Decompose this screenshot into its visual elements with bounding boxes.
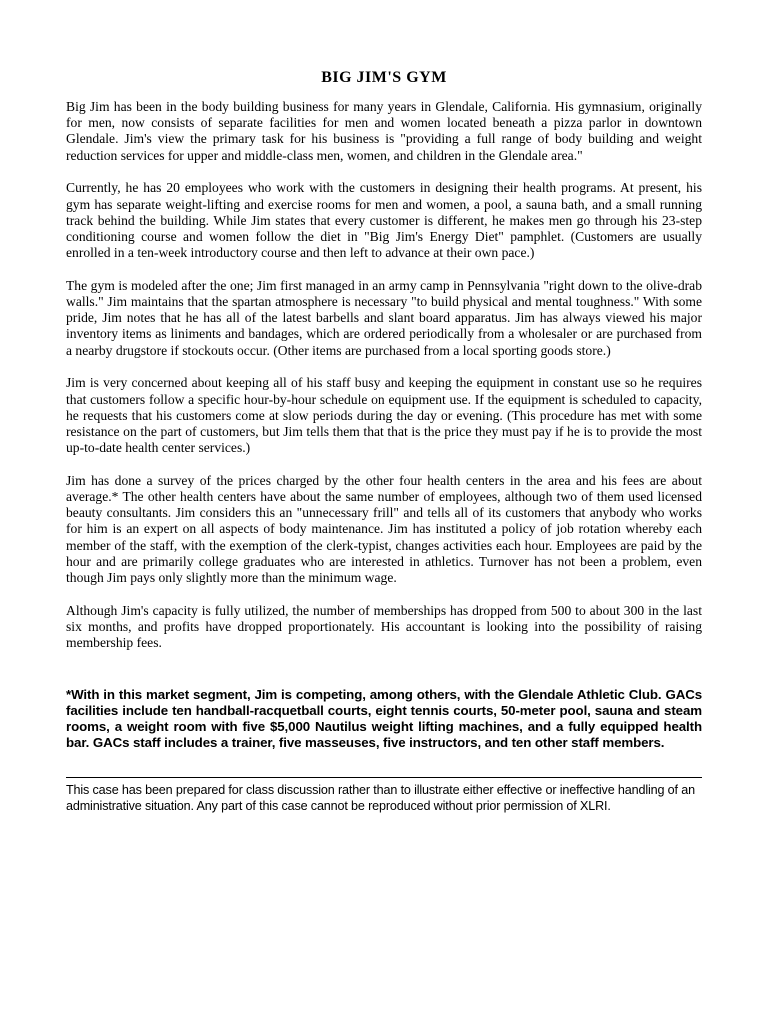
paragraph-intro: Big Jim has been in the body building business for many years in Glendale, California. His gymnasium, originally for men, now consists of separate facilities for men and women located beneath a pizza parlor in downtown Glendale. Jim's view the primary task for his business is "providing a full range of body building and weight reduction services for upper and middle-class men, women, and children in the Glendale area."	[66, 99, 702, 163]
document-page	[66, 68, 702, 814]
footer-divider	[66, 777, 702, 778]
paragraph-pricing: Jim has done a survey of the prices charged by the other four health centers in the area and his fees are about average.* The other health centers have about the same number of employees, although two of them used licensed beauty consultants. Jim considers this an "unnecessary frill" and tells all of its customers that anybody who works for him is an expert on all aspects of body maintenance. Jim has instituted a policy of job rotation whereby each member of the staff, with the exemption of the clerk-typist, changes activities each hour. Employees are paid by the hour and are primarily college graduates who are interested in athletics. Turnover has not been a problem, even though Jim pays only slightly more than the minimum wage.	[66, 472, 702, 586]
document-title: BIG JIM'S GYM	[321, 69, 447, 86]
paragraph-gym-model: The gym is modeled after the one; Jim first managed in an army camp in Pennsylvania "right down to the olive-drab walls." Jim maintains that the spartan atmosphere is necessary "to build physical and mental toughness." With some pride, Jim notes that he has all of the latest barbells and slant board apparatus. Jim has always viewed his major inventory items as liniments and bandages, which are ordered periodically from a wholesaler or are purchased from a nearby drugstore if stockouts occur. (Other items are purchased from a local sporting goods store.)	[66, 277, 702, 358]
paragraph-employees: Currently, he has 20 employees who work with the customers in designing their health programs. At present, his gym has separate weight-lifting and exercise rooms for men and women, a pool, a sauna bath, and a small running track behind the building. While Jim states that every customer is different, he makes men go through his 23-step conditioning course and women follow the diet in "Big Jim's Energy Diet" pamphlet. (Customers are usually enrolled in a ten-week introductory course and then left to advance at their own pace.)	[66, 180, 702, 261]
footnote-gac: *With in this market segment, Jim is competing, among others, with the Glendale Athletic Club. GACs facilities include ten handball-racquetball courts, eight tennis courts, 50-meter pool, sauna and steam rooms, a weight room with five $5,000 Nautilus weight lifting machines, and a fully equipped health bar. GACs staff includes a trainer, five masseuses, five instructors, and ten other staff members.	[66, 687, 702, 750]
paragraph-scheduling: Jim is very concerned about keeping all of his staff busy and keeping the equipment in constant use so he requires that customers follow a specific hour-by-hour schedule on equipment use. If the equipment is scheduled to capacity, he requests that his customers come at slow periods during the day or evening. (This procedure has met with some resistance on the part of customers, but Jim tells them that that is the price they must pay if he is to provide the most up-to-date health center services.)	[66, 375, 702, 456]
case-disclaimer: This case has been prepared for class discussion rather than to illustrate either effective or ineffective handling of an administrative situation. Any part of this case cannot be reproduced without prior permission of XLRI.	[66, 783, 695, 813]
paragraph-memberships: Although Jim's capacity is fully utilized, the number of memberships has dropped from 500 to about 300 in the last six months, and profits have dropped proportionately. His accountant is looking into the possibility of raising membership fees.	[66, 602, 702, 651]
